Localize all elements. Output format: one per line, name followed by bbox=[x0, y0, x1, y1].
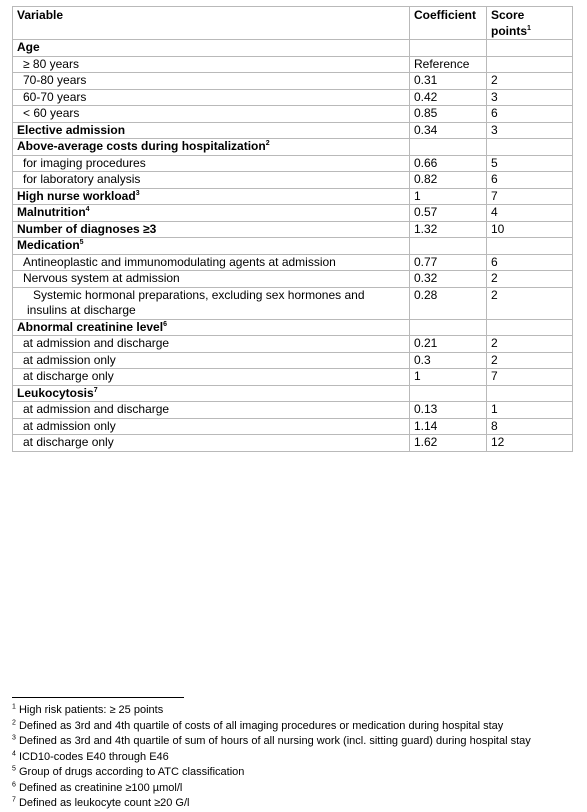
footnote-text: ICD10-codes E40 through E46 bbox=[18, 750, 169, 763]
coefficient-cell: 0.3 bbox=[410, 352, 487, 369]
footnote bbox=[12, 796, 582, 812]
table-row bbox=[13, 73, 573, 90]
variable-cell bbox=[13, 418, 410, 435]
coefficient-cell: 0.57 bbox=[410, 205, 487, 222]
footnotes bbox=[12, 697, 582, 812]
coefficient-cell: 1.62 bbox=[410, 435, 487, 452]
score-cell bbox=[487, 238, 573, 255]
variable-label: at admission only bbox=[23, 418, 116, 433]
header-variable: Variable bbox=[13, 7, 410, 40]
variable-label: High nurse workload bbox=[17, 188, 136, 203]
variable-label: at admission and discharge bbox=[23, 336, 170, 350]
variable-cell bbox=[13, 385, 410, 402]
footnote-marker: 2 bbox=[265, 140, 270, 147]
footnote bbox=[12, 750, 582, 766]
variable-cell bbox=[13, 271, 410, 288]
table-row bbox=[13, 271, 573, 288]
variable-cell bbox=[13, 155, 410, 172]
variable-label: Leukocytosis bbox=[17, 385, 94, 400]
footnote-number: 3 bbox=[12, 734, 16, 742]
variable-cell bbox=[13, 369, 410, 386]
variable-cell bbox=[13, 435, 410, 452]
footnote-number: 7 bbox=[12, 796, 16, 804]
table-row bbox=[13, 369, 573, 386]
table-row bbox=[13, 122, 573, 139]
coefficient-cell bbox=[410, 385, 487, 402]
table-row bbox=[13, 238, 573, 255]
variable-cell bbox=[13, 106, 410, 123]
variable-cell bbox=[13, 319, 410, 336]
score-cell: 1 bbox=[487, 402, 573, 419]
header-coefficient: Coefficient bbox=[410, 7, 487, 40]
table-row bbox=[13, 188, 573, 205]
table-body bbox=[13, 40, 573, 452]
score-cell: 10 bbox=[487, 221, 573, 238]
variable-label: Malnutrition bbox=[17, 205, 86, 219]
footnote bbox=[12, 781, 582, 797]
header-score-line1: Score bbox=[491, 8, 525, 22]
variable-cell bbox=[13, 89, 410, 106]
variable-label: < 60 years bbox=[23, 106, 80, 120]
variable-cell bbox=[13, 188, 410, 205]
variable-cell bbox=[13, 40, 410, 57]
score-cell: 7 bbox=[487, 188, 573, 205]
coefficient-cell: 1.14 bbox=[410, 418, 487, 435]
variable-label: Age bbox=[17, 40, 40, 54]
header-row bbox=[13, 7, 573, 40]
variable-cell bbox=[13, 287, 410, 319]
coefficient-cell bbox=[410, 238, 487, 255]
score-cell bbox=[487, 56, 573, 73]
coefficient-cell bbox=[410, 139, 487, 156]
header-score-line2: points bbox=[491, 23, 527, 38]
table-row bbox=[13, 205, 573, 222]
coefficient-cell bbox=[410, 319, 487, 336]
coefficient-cell: 0.82 bbox=[410, 172, 487, 189]
table-row bbox=[13, 254, 573, 271]
score-cell: 12 bbox=[487, 435, 573, 452]
table-row bbox=[13, 139, 573, 156]
coefficient-cell: 0.34 bbox=[410, 122, 487, 139]
score-cell: 7 bbox=[487, 369, 573, 386]
footnote-text: Group of drugs according to ATC classification bbox=[18, 766, 245, 778]
score-cell: 3 bbox=[487, 89, 573, 106]
footnote-text: Defined as creatinine ≥100 µmol/l bbox=[18, 781, 183, 794]
variable-label: Antineoplastic and immunomodulating agents at admission bbox=[23, 254, 336, 269]
table-row bbox=[13, 89, 573, 106]
variable-cell bbox=[13, 336, 410, 353]
coefficient-cell: 0.32 bbox=[410, 271, 487, 288]
score-cell: 6 bbox=[487, 172, 573, 189]
table-row bbox=[13, 172, 573, 189]
footnote bbox=[12, 734, 582, 750]
footnote-list bbox=[12, 703, 582, 812]
table-row bbox=[13, 435, 573, 452]
variable-label: Systemic hormonal preparations, excluding sex hormones and bbox=[33, 287, 365, 302]
footnote bbox=[12, 703, 582, 719]
table-row bbox=[13, 106, 573, 123]
footnote-number: 2 bbox=[12, 718, 16, 726]
variable-label: for imaging procedures bbox=[23, 155, 146, 170]
coefficient-cell: 1 bbox=[410, 188, 487, 205]
table-row bbox=[13, 319, 573, 336]
variable-label: 70-80 years bbox=[23, 73, 87, 87]
coefficient-cell: 0.85 bbox=[410, 106, 487, 123]
score-cell: 6 bbox=[487, 106, 573, 123]
table-row bbox=[13, 336, 573, 353]
variable-cell bbox=[13, 56, 410, 73]
variable-label: at admission and discharge bbox=[23, 402, 170, 416]
score-cell: 4 bbox=[487, 205, 573, 222]
table-row bbox=[13, 56, 573, 73]
coefficient-cell: 0.66 bbox=[410, 155, 487, 172]
table-row bbox=[13, 287, 573, 319]
coefficient-cell: 0.31 bbox=[410, 73, 487, 90]
footnote-number: 1 bbox=[12, 703, 16, 711]
coefficient-cell: 0.28 bbox=[410, 287, 487, 319]
variable-cell bbox=[13, 73, 410, 90]
score-cell: 2 bbox=[487, 287, 573, 319]
coefficient-cell bbox=[410, 40, 487, 57]
variable-cell bbox=[13, 238, 410, 255]
score-cell: 2 bbox=[487, 336, 573, 353]
footnote-text: Defined as 3rd and 4th quartile of sum of hours of all nursing work (incl. sitting guard) during hospital stay bbox=[18, 735, 531, 747]
score-cell: 2 bbox=[487, 352, 573, 369]
score-cell bbox=[487, 319, 573, 336]
variable-label: Number of diagnoses ≥3 bbox=[17, 221, 157, 236]
footnote-marker: 5 bbox=[79, 239, 84, 246]
coefficient-cell: 0.13 bbox=[410, 402, 487, 419]
coefficient-cell: Reference bbox=[410, 56, 487, 73]
table-row bbox=[13, 402, 573, 419]
variable-cell bbox=[13, 254, 410, 271]
coefficient-cell: 0.42 bbox=[410, 89, 487, 106]
variable-label: Elective admission bbox=[17, 122, 126, 137]
footnote-marker: 7 bbox=[93, 386, 98, 394]
footnote-marker: 4 bbox=[85, 206, 90, 213]
score-cell: 5 bbox=[487, 155, 573, 172]
score-cell: 2 bbox=[487, 73, 573, 90]
table-row bbox=[13, 221, 573, 238]
header-score bbox=[487, 7, 573, 40]
variable-label: Above-average costs during hospitalization bbox=[17, 139, 266, 153]
variable-label: 60-70 years bbox=[23, 89, 87, 104]
score-cell bbox=[487, 40, 573, 57]
variable-label: at discharge only bbox=[23, 435, 114, 449]
score-cell bbox=[487, 385, 573, 402]
coefficient-cell: 0.77 bbox=[410, 254, 487, 271]
table-row bbox=[13, 352, 573, 369]
variable-cell bbox=[13, 402, 410, 419]
score-cell: 3 bbox=[487, 122, 573, 139]
variable-label: Nervous system at admission bbox=[23, 271, 180, 285]
variable-cell bbox=[13, 352, 410, 369]
variable-label: Abnormal creatinine level bbox=[17, 319, 164, 334]
variable-label-continuation: insulins at discharge bbox=[27, 303, 136, 317]
table-row bbox=[13, 418, 573, 435]
table-row bbox=[13, 155, 573, 172]
variable-cell bbox=[13, 205, 410, 222]
footnote bbox=[12, 719, 582, 735]
coefficient-cell: 1.32 bbox=[410, 221, 487, 238]
score-cell: 8 bbox=[487, 418, 573, 435]
variable-cell bbox=[13, 221, 410, 238]
footnote-number: 4 bbox=[12, 749, 16, 757]
variable-label: ≥ 80 years bbox=[23, 56, 79, 71]
footnote-marker: 6 bbox=[163, 320, 167, 328]
variable-label: for laboratory analysis bbox=[23, 172, 141, 186]
score-cell: 2 bbox=[487, 271, 573, 288]
variable-label: at admission only bbox=[23, 352, 116, 367]
score-table bbox=[12, 6, 573, 452]
footnote-marker: 3 bbox=[135, 189, 140, 197]
variable-cell bbox=[13, 122, 410, 139]
footnote-number: 5 bbox=[12, 765, 16, 773]
header-score-sup: 1 bbox=[527, 24, 531, 32]
footnote-separator bbox=[12, 697, 184, 698]
variable-cell bbox=[13, 139, 410, 156]
variable-label: Medication bbox=[17, 238, 80, 252]
footnote-text: High risk patients: ≥ 25 points bbox=[18, 704, 164, 716]
variable-label: at discharge only bbox=[23, 369, 114, 383]
table-row bbox=[13, 40, 573, 57]
footnote-text: Defined as leukocyte count ≥20 G/l bbox=[18, 797, 190, 809]
coefficient-cell: 1 bbox=[410, 369, 487, 386]
score-cell: 6 bbox=[487, 254, 573, 271]
coefficient-cell: 0.21 bbox=[410, 336, 487, 353]
variable-cell bbox=[13, 172, 410, 189]
footnote-text: Defined as 3rd and 4th quartile of costs of all imaging procedures or medication during hospital stay bbox=[18, 719, 504, 732]
footnote-number: 6 bbox=[12, 780, 16, 788]
footnote bbox=[12, 765, 582, 781]
table-row bbox=[13, 385, 573, 402]
score-cell bbox=[487, 139, 573, 156]
